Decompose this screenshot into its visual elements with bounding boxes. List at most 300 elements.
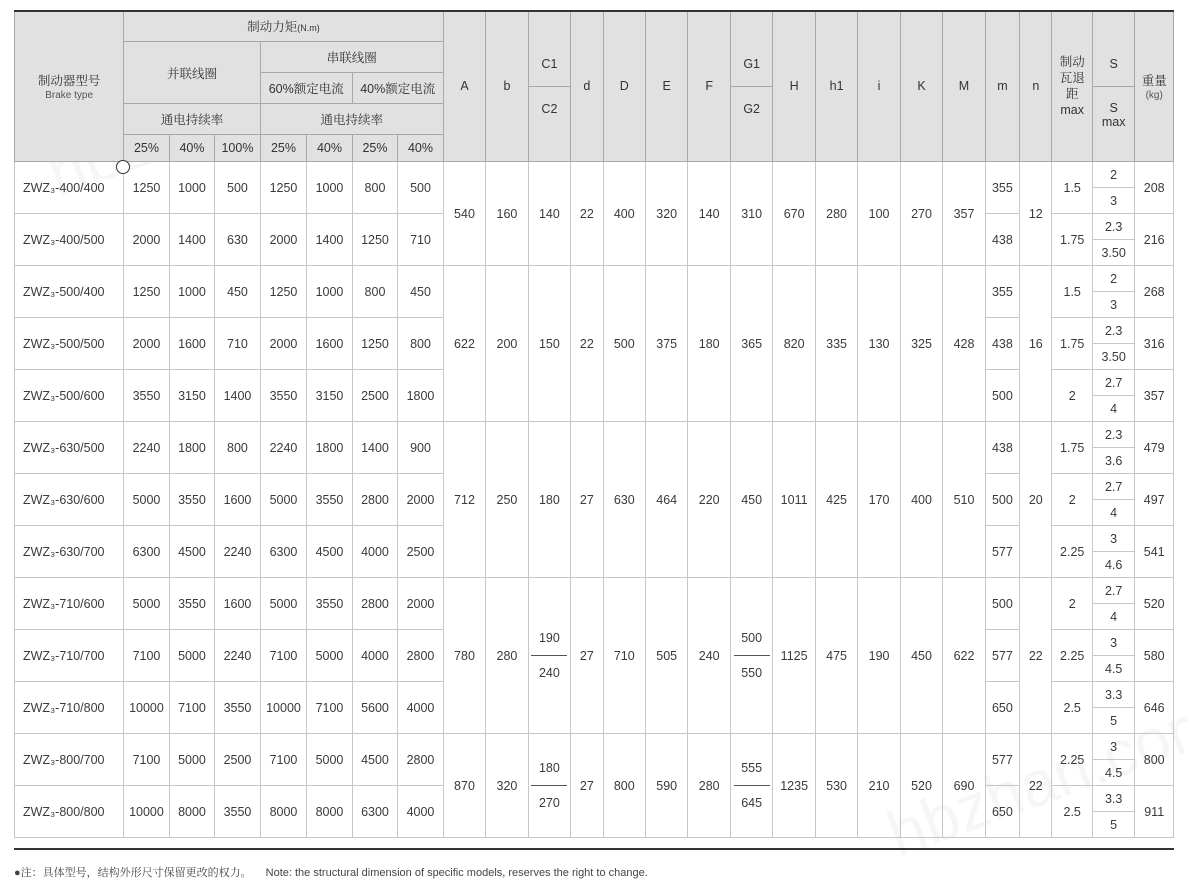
footnote-en: Note: the structural dimension of specific models, reserves the right to change. <box>265 867 648 879</box>
s-upper-cell: 2.3 <box>1092 422 1134 448</box>
torque-cell: 800 <box>352 162 398 214</box>
col-shoe <box>1052 11 1092 162</box>
dim-C-lower: 240 <box>538 666 560 680</box>
model-header-zh: 制动器型号 <box>37 74 101 88</box>
torque-cell: 1250 <box>260 266 307 318</box>
dim-C-divider <box>531 785 567 786</box>
col-weight <box>1135 11 1174 162</box>
dim-b: 200 <box>486 266 528 422</box>
dim-D: 400 <box>603 162 645 266</box>
col-M: M <box>943 11 985 162</box>
dim-F: 140 <box>688 162 730 266</box>
weight-cell: 800 <box>1135 734 1174 786</box>
torque-cell: 3550 <box>307 578 353 630</box>
weight-cell: 541 <box>1135 526 1174 578</box>
shoe-cell: 2.25 <box>1052 526 1092 578</box>
torque-cell: 5000 <box>307 734 353 786</box>
torque-cell: 7100 <box>124 734 170 786</box>
table-row <box>15 734 1174 760</box>
model-cell: ZWZ₃-800/800 <box>15 786 124 838</box>
torque-cell: 6300 <box>124 526 170 578</box>
torque-header <box>124 11 444 42</box>
s-lower-cell: 3 <box>1092 292 1134 318</box>
col-n: n <box>1020 11 1052 162</box>
torque-cell: 2800 <box>352 578 398 630</box>
col-S-sub: S <box>1109 100 1118 115</box>
torque-cell: 1400 <box>307 214 353 266</box>
table-row <box>15 422 1174 448</box>
torque-cell: 1600 <box>169 318 215 370</box>
dim-C: 140 <box>528 162 570 266</box>
dim-b: 320 <box>486 734 528 838</box>
col-C2: C2 <box>541 101 558 116</box>
dim-G: 365 <box>730 266 772 422</box>
dim-H: 1125 <box>773 578 815 734</box>
dim-F: 180 <box>688 266 730 422</box>
dim-K: 520 <box>900 734 942 838</box>
circle-marker-icon <box>116 160 130 174</box>
torque-unit: (N.m) <box>297 23 320 33</box>
bottom-rule <box>14 848 1174 850</box>
torque-cell: 800 <box>215 422 261 474</box>
torque-cell: 2240 <box>260 422 307 474</box>
torque-cell: 7100 <box>260 734 307 786</box>
torque-cell: 2000 <box>124 214 170 266</box>
dim-D: 630 <box>603 422 645 578</box>
torque-cell: 500 <box>398 162 444 214</box>
s-lower-cell: 3.6 <box>1092 448 1134 474</box>
dim-H: 1011 <box>773 422 815 578</box>
m-cell: 500 <box>985 370 1019 422</box>
weight-cell: 208 <box>1135 162 1174 214</box>
series-coil-header: 串联线圈 <box>260 42 443 73</box>
torque-cell: 3550 <box>169 474 215 526</box>
dim-E: 464 <box>645 422 687 578</box>
dim-A: 540 <box>443 162 485 266</box>
col-b: b <box>486 11 528 162</box>
n-cell: 12 <box>1020 162 1052 266</box>
shoe-cell: 2.25 <box>1052 734 1092 786</box>
dim-M: 690 <box>943 734 985 838</box>
dim-C <box>528 734 570 838</box>
torque-cell: 2800 <box>398 630 444 682</box>
dim-C-upper: 190 <box>538 631 560 645</box>
torque-cell: 710 <box>398 214 444 266</box>
torque-cell: 1400 <box>169 214 215 266</box>
col-A: A <box>443 11 485 162</box>
torque-cell: 1250 <box>124 162 170 214</box>
spec-table <box>14 10 1174 838</box>
shoe-label-1: 制动 <box>1059 55 1085 69</box>
dim-E: 590 <box>645 734 687 838</box>
shoe-label-3: 距 <box>1065 87 1079 101</box>
shoe-cell: 1.75 <box>1052 422 1092 474</box>
dim-d: 22 <box>571 266 603 422</box>
dim-E: 375 <box>645 266 687 422</box>
torque-cell: 4500 <box>307 526 353 578</box>
dim-i: 190 <box>858 578 900 734</box>
model-cell: ZWZ₃-710/700 <box>15 630 124 682</box>
torque-cell: 2500 <box>352 370 398 422</box>
rated-60-header: 60%额定电流 <box>260 73 352 104</box>
shoe-cell: 2 <box>1052 370 1092 422</box>
torque-cell: 2000 <box>398 578 444 630</box>
footnote-zh: ●注：具体型号，结构外形尺寸保留更改的权力。 <box>14 867 252 879</box>
dim-M: 357 <box>943 162 985 266</box>
model-cell: ZWZ₃-710/800 <box>15 682 124 734</box>
torque-cell: 710 <box>215 318 261 370</box>
torque-cell: 800 <box>398 318 444 370</box>
dim-M: 622 <box>943 578 985 734</box>
dim-G <box>730 578 772 734</box>
duty-shunt-header: 通电持续率 <box>124 104 261 135</box>
m-cell: 577 <box>985 630 1019 682</box>
s-lower-cell: 4 <box>1092 604 1134 630</box>
dim-A: 712 <box>443 422 485 578</box>
s-lower-cell: 4 <box>1092 500 1134 526</box>
model-cell: ZWZ₃-500/500 <box>15 318 124 370</box>
dim-E: 505 <box>645 578 687 734</box>
shoe-cell: 2.5 <box>1052 682 1092 734</box>
pct-header: 25% <box>124 135 170 162</box>
torque-cell: 2500 <box>398 526 444 578</box>
torque-cell: 3150 <box>307 370 353 422</box>
torque-cell: 2240 <box>215 526 261 578</box>
torque-cell: 1600 <box>307 318 353 370</box>
shoe-cell: 1.75 <box>1052 318 1092 370</box>
col-C <box>528 11 570 162</box>
dim-H: 670 <box>773 162 815 266</box>
pct-header: 40% <box>398 135 444 162</box>
weight-cell: 216 <box>1135 214 1174 266</box>
torque-cell: 2240 <box>124 422 170 474</box>
torque-cell: 5000 <box>260 578 307 630</box>
s-lower-cell: 4.5 <box>1092 760 1134 786</box>
m-cell: 500 <box>985 474 1019 526</box>
m-cell: 438 <box>985 422 1019 474</box>
pct-header: 25% <box>352 135 398 162</box>
model-cell: ZWZ₃-500/600 <box>15 370 124 422</box>
model-cell: ZWZ₃-500/400 <box>15 266 124 318</box>
weight-cell: 580 <box>1135 630 1174 682</box>
torque-cell: 450 <box>215 266 261 318</box>
torque-cell: 1000 <box>169 266 215 318</box>
torque-cell: 10000 <box>260 682 307 734</box>
dim-G-upper: 555 <box>741 761 763 775</box>
dim-H: 820 <box>773 266 815 422</box>
torque-cell: 2000 <box>260 318 307 370</box>
pct-header: 40% <box>169 135 215 162</box>
torque-cell: 4500 <box>352 734 398 786</box>
shoe-label-max: max <box>1060 103 1084 117</box>
col-S-bottom <box>1093 87 1134 131</box>
torque-cell: 1400 <box>215 370 261 422</box>
s-lower-cell: 3.50 <box>1092 344 1134 370</box>
model-cell: ZWZ₃-400/500 <box>15 214 124 266</box>
dim-G-divider <box>734 655 770 656</box>
s-upper-cell: 2.7 <box>1092 370 1134 396</box>
torque-cell: 7100 <box>307 682 353 734</box>
dim-h1: 425 <box>815 422 857 578</box>
torque-cell: 2000 <box>124 318 170 370</box>
torque-cell: 5600 <box>352 682 398 734</box>
dim-G: 450 <box>730 422 772 578</box>
torque-cell: 4000 <box>352 630 398 682</box>
torque-cell: 8000 <box>169 786 215 838</box>
shoe-cell: 2 <box>1052 578 1092 630</box>
dim-d: 27 <box>571 578 603 734</box>
torque-cell: 1250 <box>352 214 398 266</box>
col-h1: h1 <box>815 11 857 162</box>
torque-cell: 630 <box>215 214 261 266</box>
dim-A: 622 <box>443 266 485 422</box>
torque-cell: 4000 <box>398 786 444 838</box>
pct-header: 25% <box>260 135 307 162</box>
shoe-cell: 2 <box>1052 474 1092 526</box>
torque-cell: 1250 <box>260 162 307 214</box>
m-cell: 650 <box>985 786 1019 838</box>
s-lower-cell: 4.6 <box>1092 552 1134 578</box>
torque-cell: 500 <box>215 162 261 214</box>
weight-cell: 497 <box>1135 474 1174 526</box>
dim-H: 1235 <box>773 734 815 838</box>
torque-label: 制动力矩 <box>247 20 298 34</box>
weight-cell: 479 <box>1135 422 1174 474</box>
weight-cell: 357 <box>1135 370 1174 422</box>
torque-cell: 2000 <box>398 474 444 526</box>
dim-d: 22 <box>571 162 603 266</box>
torque-cell: 2240 <box>215 630 261 682</box>
torque-cell: 2800 <box>398 734 444 786</box>
torque-cell: 6300 <box>352 786 398 838</box>
footnote <box>14 864 648 880</box>
dim-C-upper: 180 <box>538 761 560 775</box>
dim-E: 320 <box>645 162 687 266</box>
dim-C: 150 <box>528 266 570 422</box>
torque-cell: 4000 <box>352 526 398 578</box>
dim-b: 160 <box>486 162 528 266</box>
s-upper-cell: 2.3 <box>1092 214 1134 240</box>
weight-cell: 911 <box>1135 786 1174 838</box>
torque-cell: 5000 <box>169 734 215 786</box>
dim-F: 240 <box>688 578 730 734</box>
dim-C-divider <box>531 655 567 656</box>
model-cell: ZWZ₃-630/600 <box>15 474 124 526</box>
torque-cell: 1000 <box>169 162 215 214</box>
torque-cell: 3550 <box>169 578 215 630</box>
table-body <box>15 162 1174 838</box>
dim-b: 250 <box>486 422 528 578</box>
col-d: d <box>571 11 603 162</box>
dim-K: 325 <box>900 266 942 422</box>
torque-cell: 3550 <box>215 786 261 838</box>
dim-G <box>730 734 772 838</box>
torque-cell: 1400 <box>352 422 398 474</box>
duty-series-header: 通电持续率 <box>260 104 443 135</box>
dim-K: 400 <box>900 422 942 578</box>
col-C1: C1 <box>529 42 570 87</box>
torque-cell: 2800 <box>352 474 398 526</box>
weight-cell: 268 <box>1135 266 1174 318</box>
table-row <box>15 266 1174 292</box>
col-K: K <box>900 11 942 162</box>
dim-D: 800 <box>603 734 645 838</box>
weight-cell: 316 <box>1135 318 1174 370</box>
dim-D: 710 <box>603 578 645 734</box>
torque-cell: 900 <box>398 422 444 474</box>
torque-cell: 4000 <box>398 682 444 734</box>
s-upper-cell: 3 <box>1092 630 1134 656</box>
torque-cell: 5000 <box>260 474 307 526</box>
torque-cell: 1800 <box>398 370 444 422</box>
m-cell: 355 <box>985 162 1019 214</box>
pct-header: 100% <box>215 135 261 162</box>
m-cell: 577 <box>985 734 1019 786</box>
s-lower-cell: 3.50 <box>1092 240 1134 266</box>
torque-cell: 7100 <box>260 630 307 682</box>
dim-G-upper: 500 <box>741 631 763 645</box>
col-H: H <box>773 11 815 162</box>
model-header <box>15 11 124 162</box>
model-cell: ZWZ₃-400/400 <box>15 162 124 214</box>
s-upper-cell: 2.7 <box>1092 578 1134 604</box>
torque-cell: 3150 <box>169 370 215 422</box>
dim-K: 450 <box>900 578 942 734</box>
model-cell: ZWZ₃-800/700 <box>15 734 124 786</box>
dim-C-lower: 270 <box>538 796 560 810</box>
dim-A: 870 <box>443 734 485 838</box>
shoe-cell: 1.75 <box>1052 214 1092 266</box>
shoe-cell: 2.25 <box>1052 630 1092 682</box>
col-F: F <box>688 11 730 162</box>
col-m: m <box>985 11 1019 162</box>
model-header-en: Brake type <box>45 90 94 101</box>
pct-header: 40% <box>307 135 353 162</box>
torque-cell: 7100 <box>124 630 170 682</box>
torque-cell: 1250 <box>352 318 398 370</box>
torque-cell: 800 <box>352 266 398 318</box>
weight-label: 重量 <box>1141 74 1167 88</box>
dim-d: 27 <box>571 734 603 838</box>
shoe-cell: 2.5 <box>1052 786 1092 838</box>
torque-cell: 10000 <box>124 786 170 838</box>
dim-h1: 280 <box>815 162 857 266</box>
n-cell: 22 <box>1020 734 1052 838</box>
weight-unit: (kg) <box>1145 90 1163 101</box>
s-upper-cell: 3.3 <box>1092 682 1134 708</box>
dim-i: 100 <box>858 162 900 266</box>
n-cell: 20 <box>1020 422 1052 578</box>
torque-cell: 1600 <box>215 578 261 630</box>
model-cell: ZWZ₃-630/700 <box>15 526 124 578</box>
dim-K: 270 <box>900 162 942 266</box>
s-upper-cell: 2 <box>1092 162 1134 188</box>
model-cell: ZWZ₃-630/500 <box>15 422 124 474</box>
dim-G-lower: 550 <box>741 666 763 680</box>
torque-cell: 5000 <box>124 578 170 630</box>
m-cell: 355 <box>985 266 1019 318</box>
dim-F: 220 <box>688 422 730 578</box>
torque-cell: 450 <box>398 266 444 318</box>
dim-i: 170 <box>858 422 900 578</box>
rated-40-header: 40%额定电流 <box>352 73 443 104</box>
s-lower-cell: 4.5 <box>1092 656 1134 682</box>
dim-G-divider <box>734 785 770 786</box>
torque-cell: 1600 <box>215 474 261 526</box>
m-cell: 650 <box>985 682 1019 734</box>
m-cell: 577 <box>985 526 1019 578</box>
shoe-cell: 1.5 <box>1052 162 1092 214</box>
torque-cell: 5000 <box>169 630 215 682</box>
s-lower-cell: 3 <box>1092 188 1134 214</box>
torque-cell: 5000 <box>124 474 170 526</box>
s-upper-cell: 2.7 <box>1092 474 1134 500</box>
shoe-label-2: 瓦退 <box>1059 71 1085 85</box>
s-lower-cell: 5 <box>1092 812 1134 838</box>
weight-cell: 646 <box>1135 682 1174 734</box>
s-upper-cell: 2.3 <box>1092 318 1134 344</box>
top-rule <box>14 10 1174 12</box>
torque-cell: 3550 <box>307 474 353 526</box>
col-D: D <box>603 11 645 162</box>
torque-cell: 8000 <box>260 786 307 838</box>
torque-cell: 3550 <box>260 370 307 422</box>
dim-D: 500 <box>603 266 645 422</box>
s-upper-cell: 3.3 <box>1092 786 1134 812</box>
weight-cell: 520 <box>1135 578 1174 630</box>
torque-cell: 2500 <box>215 734 261 786</box>
dim-G-lower: 645 <box>741 796 763 810</box>
n-cell: 16 <box>1020 266 1052 422</box>
col-G1: G1 <box>731 42 772 87</box>
dim-C <box>528 578 570 734</box>
torque-cell: 1800 <box>169 422 215 474</box>
table-row <box>15 578 1174 604</box>
dim-h1: 335 <box>815 266 857 422</box>
dim-M: 428 <box>943 266 985 422</box>
torque-cell: 1000 <box>307 266 353 318</box>
dim-i: 130 <box>858 266 900 422</box>
s-lower-cell: 4 <box>1092 396 1134 422</box>
col-E: E <box>645 11 687 162</box>
torque-cell: 1250 <box>124 266 170 318</box>
s-lower-cell: 5 <box>1092 708 1134 734</box>
torque-cell: 2000 <box>260 214 307 266</box>
col-S <box>1092 11 1134 162</box>
model-cell: ZWZ₃-710/600 <box>15 578 124 630</box>
col-S-max: max <box>1101 114 1126 129</box>
n-cell: 22 <box>1020 578 1052 734</box>
dim-h1: 530 <box>815 734 857 838</box>
torque-cell: 7100 <box>169 682 215 734</box>
torque-cell: 1000 <box>307 162 353 214</box>
torque-cell: 6300 <box>260 526 307 578</box>
torque-cell: 4500 <box>169 526 215 578</box>
dim-h1: 475 <box>815 578 857 734</box>
table-row <box>15 162 1174 188</box>
torque-cell: 10000 <box>124 682 170 734</box>
dim-b: 280 <box>486 578 528 734</box>
col-i: i <box>858 11 900 162</box>
m-cell: 500 <box>985 578 1019 630</box>
dim-C: 180 <box>528 422 570 578</box>
shoe-cell: 1.5 <box>1052 266 1092 318</box>
col-G <box>730 11 772 162</box>
dim-A: 780 <box>443 578 485 734</box>
dim-G: 310 <box>730 162 772 266</box>
col-G2: G2 <box>743 101 760 116</box>
s-upper-cell: 3 <box>1092 734 1134 760</box>
